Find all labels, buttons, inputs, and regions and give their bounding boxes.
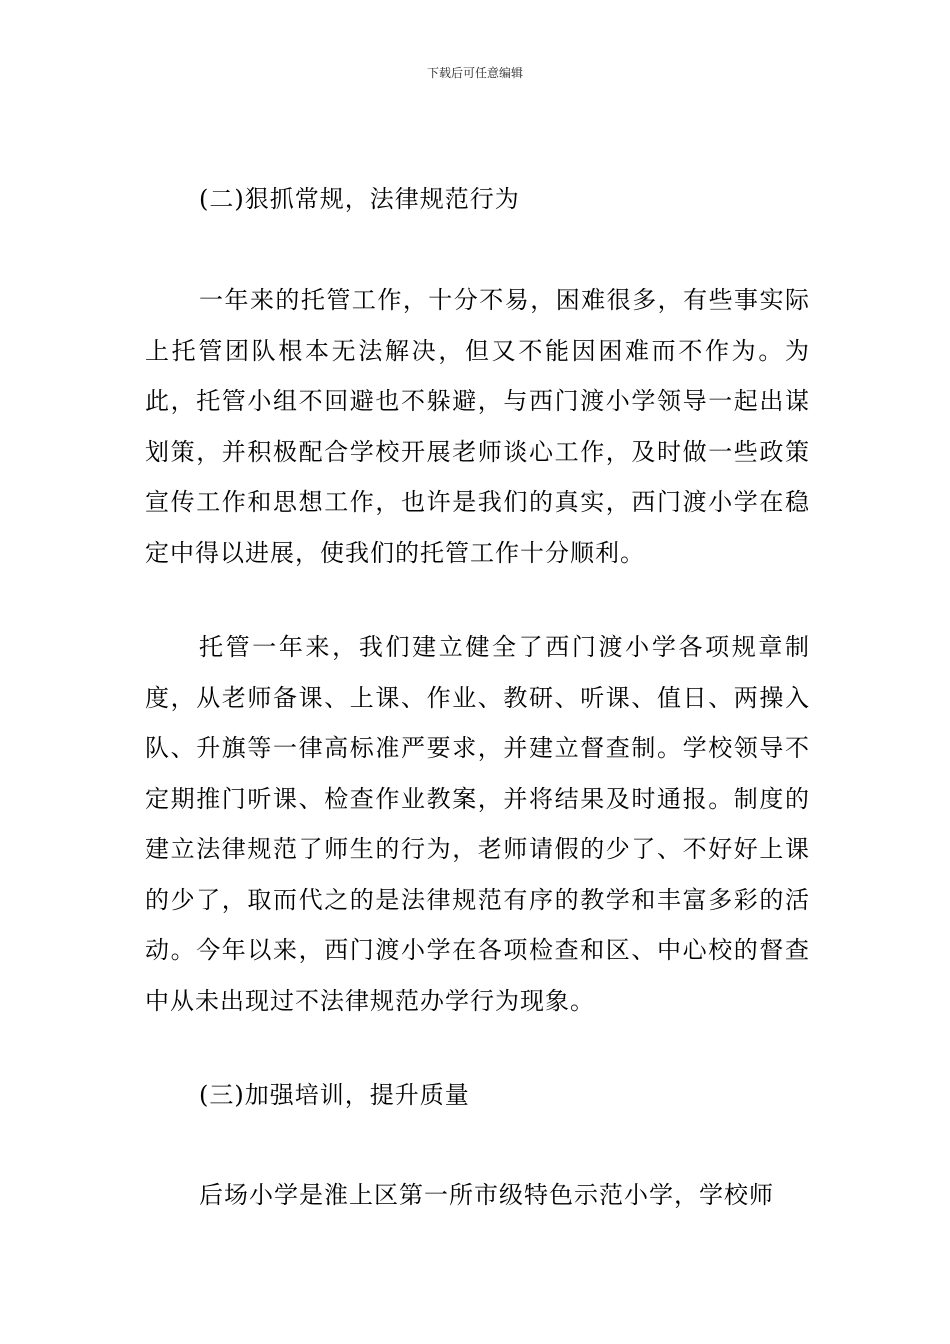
section-heading-2: (二)狠抓常规，法律规范行为 (199, 185, 520, 213)
paragraph-1: 一年来的托管工作，十分不易，困难很多，有些事实际上托管团队根本无法解决，但又不能因困难而不作为。为此，托管小组不回避也不躲避，与西门渡小学领导一起出谋划策，并积极配合学校开展老师谈心工作，及时做一些政策宣传工作和思想工作，也许是我们的真实，西门渡小学在稳定中得以进展，使我们的托管工作十分顺利。 (145, 286, 810, 567)
paragraph-3: 后场小学是淮上区第一所市级特色示范小学，学校师 (199, 1181, 774, 1209)
paragraph-2: 托管一年来，我们建立健全了西门渡小学各项规章制度，从老师备课、上课、作业、教研、听课、值日、两操入队、升旗等一律高标准严要求，并建立督查制。学校领导不定期推门听课、检查作业教案，并将结果及时通报。制度的建立法律规范了师生的行为，老师请假的少了、不好好上课的少了，取而代之的是法律规范有序的教学和丰富多彩的活动。今年以来，西门渡小学在各项检查和区、中心校的督查中从未出现过不法律规范办学行为现象。 (145, 633, 810, 1015)
section-heading-3: (三)加强培训，提升质量 (199, 1081, 470, 1109)
download-note: 下载后可任意编辑 (426, 66, 523, 80)
